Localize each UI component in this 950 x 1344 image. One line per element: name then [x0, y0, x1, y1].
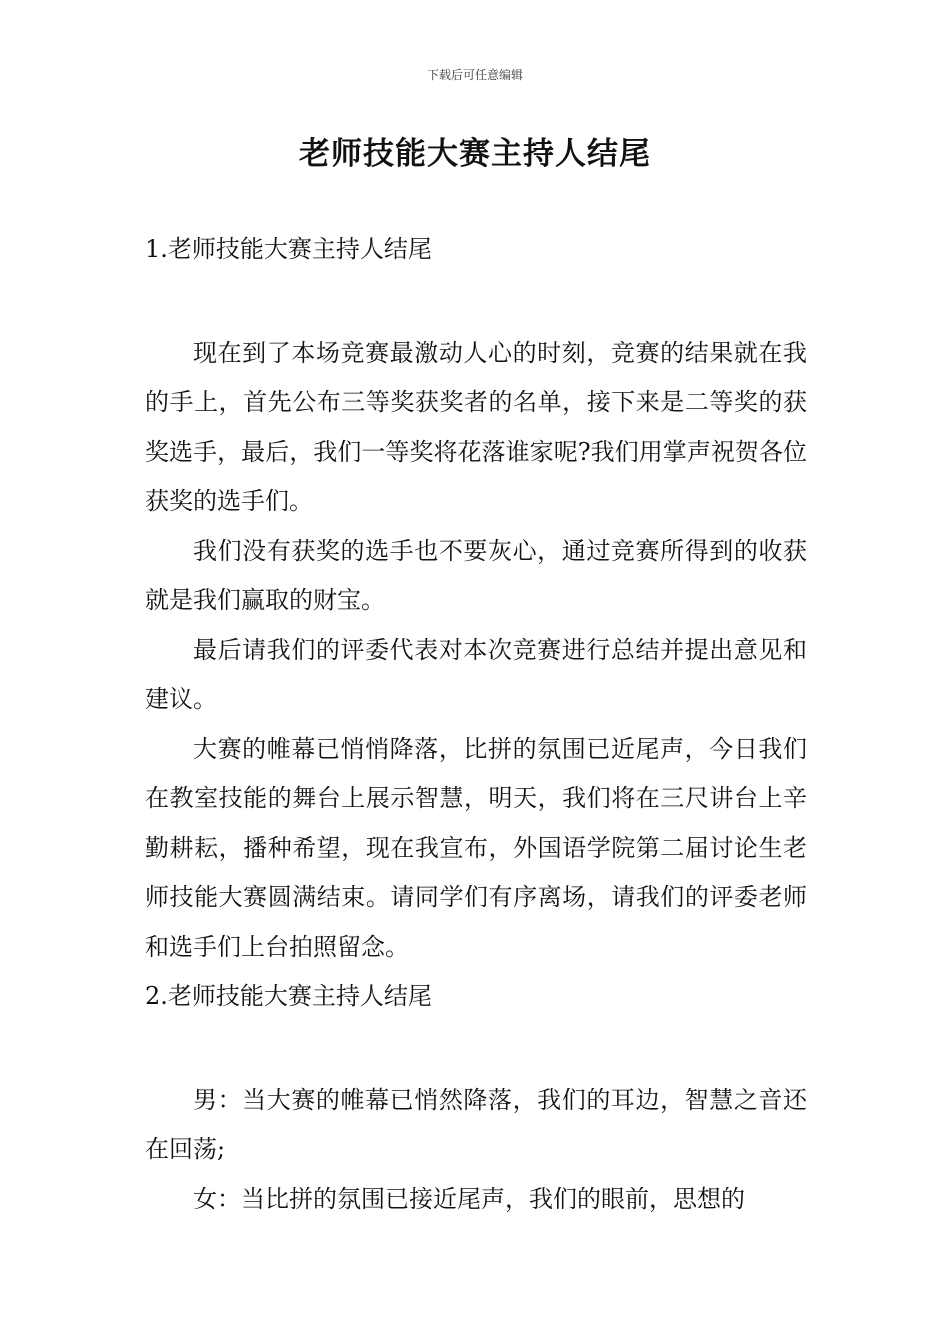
paragraph: 现在到了本场竞赛最激动人心的时刻，竞赛的结果就在我的手上，首先公布三等奖获奖者的名单，接下来是二等奖的获奖选手，最后，我们一等奖将花落谁家呢?我们用掌声祝贺各位获奖的选手们。	[145, 338, 807, 515]
spacer	[145, 1022, 807, 1076]
paragraph: 女：当比拼的氛围已接近尾声，我们的眼前，思想的	[193, 1184, 745, 1213]
paragraph: 我们没有获奖的选手也不要灰心，通过竞赛所得到的收获就是我们赢取的财宝。	[145, 536, 807, 614]
paragraph: 男：当大赛的帷幕已悄然降落，我们的耳边，智慧之音还在回荡;	[145, 1085, 807, 1163]
section-1-heading: 1.老师技能大赛主持人结尾	[145, 235, 432, 263]
paragraph: 大赛的帷幕已悄悄降落，比拼的氛围已近尾声，今日我们在教室技能的舞台上展示智慧，明天，我们将在三尺讲台上辛勤耕耘，播种希望，现在我宣布，外国语学院第二届讨论生老师技能大赛圆满结束。请同学们有序离场，请我们的评委老师和选手们上台拍照留念。	[145, 734, 807, 961]
document-title: 老师技能大赛主持人结尾	[299, 136, 651, 172]
spacer	[145, 275, 807, 329]
paragraph: 最后请我们的评委代表对本次竞赛进行总结并提出意见和建议。	[145, 635, 807, 713]
page-header: 下载后可任意编辑	[426, 68, 523, 82]
section-2-heading: 2.老师技能大赛主持人结尾	[145, 982, 432, 1010]
document-body	[145, 225, 807, 1224]
